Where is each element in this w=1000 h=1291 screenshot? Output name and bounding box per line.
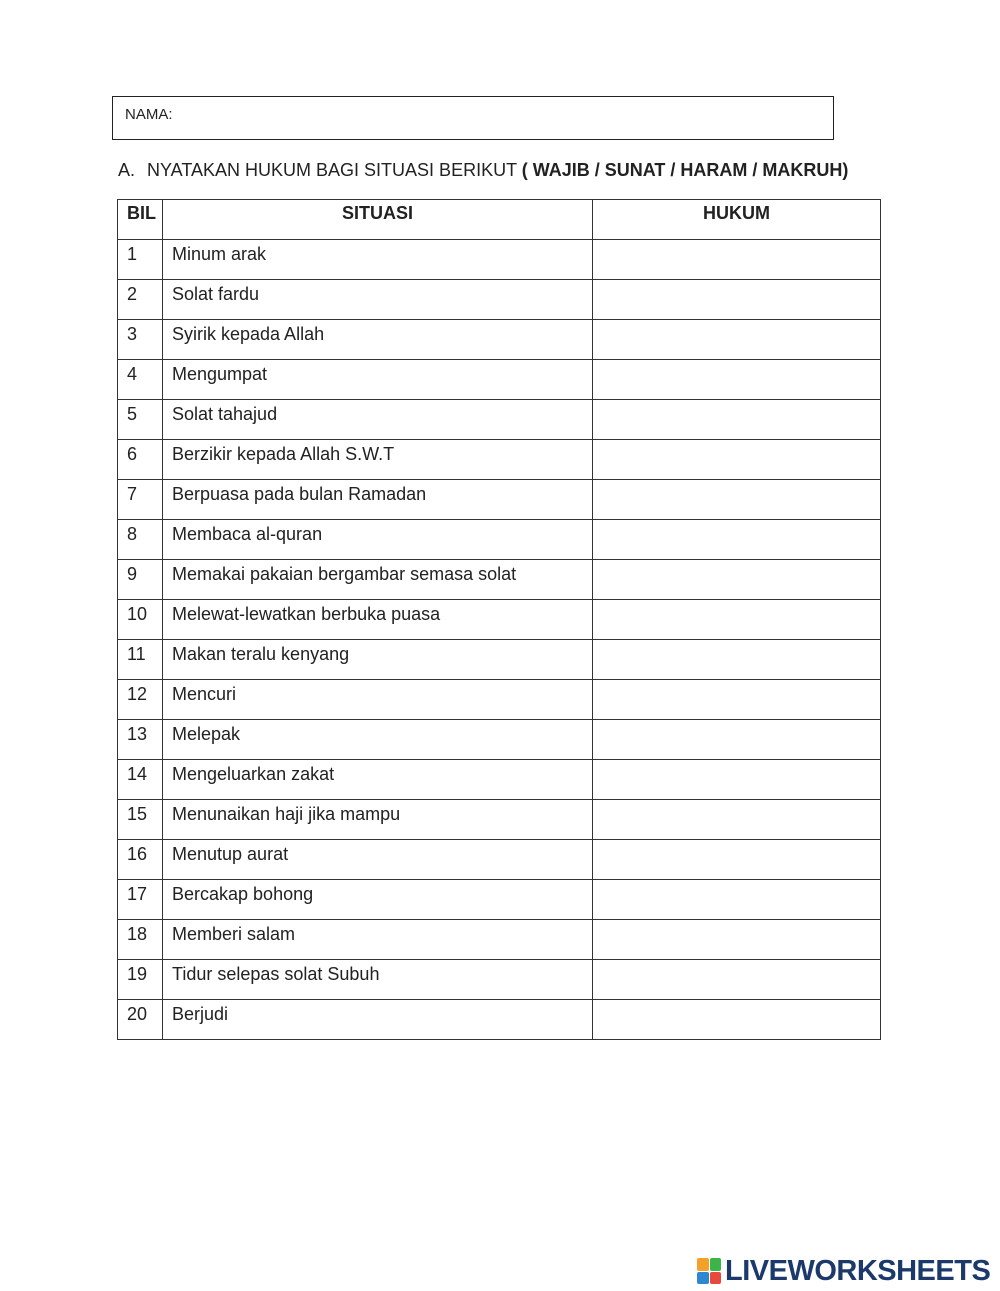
instruction-options: ( WAJIB / SUNAT / HARAM / MAKRUH) (521, 160, 849, 180)
header-situasi: SITUASI (163, 200, 593, 240)
table-row (118, 680, 881, 720)
table-row (118, 320, 881, 360)
table-row (118, 600, 881, 640)
row-number: 3 (118, 320, 163, 360)
row-situasi: Memberi salam (163, 920, 593, 960)
row-situasi: Minum arak (163, 240, 593, 280)
row-number: 4 (118, 360, 163, 400)
table-row (118, 720, 881, 760)
hukum-answer-cell[interactable] (593, 640, 881, 680)
row-number: 2 (118, 280, 163, 320)
row-situasi: Makan teralu kenyang (163, 640, 593, 680)
liveworksheets-logo-icon (697, 1258, 721, 1284)
table-row (118, 400, 881, 440)
row-number: 19 (118, 960, 163, 1000)
header-hukum: HUKUM (593, 200, 881, 240)
hukum-answer-cell[interactable] (593, 960, 881, 1000)
row-situasi: Berjudi (163, 1000, 593, 1040)
row-number: 11 (118, 640, 163, 680)
row-situasi: Syirik kepada Allah (163, 320, 593, 360)
table-row (118, 480, 881, 520)
row-situasi: Berzikir kepada Allah S.W.T (163, 440, 593, 480)
row-number: 1 (118, 240, 163, 280)
table-row (118, 800, 881, 840)
hukum-answer-cell[interactable] (593, 680, 881, 720)
row-number: 6 (118, 440, 163, 480)
table-row (118, 280, 881, 320)
hukum-answer-cell[interactable] (593, 480, 881, 520)
row-number: 10 (118, 600, 163, 640)
row-number: 8 (118, 520, 163, 560)
table-row (118, 520, 881, 560)
section-letter: A. (118, 160, 136, 180)
hukum-answer-cell[interactable] (593, 720, 881, 760)
table-row (118, 960, 881, 1000)
hukum-answer-cell[interactable] (593, 840, 881, 880)
row-situasi: Membaca al-quran (163, 520, 593, 560)
row-situasi: Mencuri (163, 680, 593, 720)
hukum-answer-cell[interactable] (593, 880, 881, 920)
table-row (118, 560, 881, 600)
row-number: 7 (118, 480, 163, 520)
row-situasi: Berpuasa pada bulan Ramadan (163, 480, 593, 520)
hukum-answer-cell[interactable] (593, 920, 881, 960)
hukum-answer-cell[interactable] (593, 600, 881, 640)
hukum-answer-cell[interactable] (593, 1000, 881, 1040)
table-row (118, 360, 881, 400)
row-situasi: Mengeluarkan zakat (163, 760, 593, 800)
hukum-answer-cell[interactable] (593, 240, 881, 280)
row-number: 5 (118, 400, 163, 440)
row-situasi: Mengumpat (163, 360, 593, 400)
table-row (118, 840, 881, 880)
worksheet-table (117, 199, 881, 1040)
row-situasi: Menutup aurat (163, 840, 593, 880)
row-situasi: Bercakap bohong (163, 880, 593, 920)
row-situasi: Solat fardu (163, 280, 593, 320)
header-bil: BIL (118, 200, 163, 240)
row-number: 13 (118, 720, 163, 760)
instruction-text: NYATAKAN HUKUM BAGI SITUASI BERIKUT (147, 160, 522, 180)
table-row (118, 240, 881, 280)
row-situasi: Melepak (163, 720, 593, 760)
liveworksheets-brand (697, 1254, 990, 1288)
row-situasi: Tidur selepas solat Subuh (163, 960, 593, 1000)
table-header-row (118, 200, 881, 240)
hukum-answer-cell[interactable] (593, 760, 881, 800)
hukum-answer-cell[interactable] (593, 400, 881, 440)
row-number: 12 (118, 680, 163, 720)
row-number: 14 (118, 760, 163, 800)
row-number: 15 (118, 800, 163, 840)
row-situasi: Melewat-lewatkan berbuka puasa (163, 600, 593, 640)
row-number: 16 (118, 840, 163, 880)
row-number: 17 (118, 880, 163, 920)
table-row (118, 640, 881, 680)
brand-name: LIVEWORKSHEETS (725, 1254, 991, 1287)
table-row (118, 440, 881, 480)
row-number: 9 (118, 560, 163, 600)
row-situasi: Menunaikan haji jika mampu (163, 800, 593, 840)
hukum-answer-cell[interactable] (593, 560, 881, 600)
instruction-heading (118, 160, 848, 181)
table-row (118, 880, 881, 920)
hukum-answer-cell[interactable] (593, 800, 881, 840)
name-field[interactable] (112, 96, 834, 140)
row-number: 18 (118, 920, 163, 960)
table-row (118, 760, 881, 800)
row-situasi: Solat tahajud (163, 400, 593, 440)
hukum-answer-cell[interactable] (593, 360, 881, 400)
hukum-answer-cell[interactable] (593, 280, 881, 320)
hukum-answer-cell[interactable] (593, 520, 881, 560)
table-row (118, 1000, 881, 1040)
name-label: NAMA: (125, 106, 173, 123)
row-number: 20 (118, 1000, 163, 1040)
table-row (118, 920, 881, 960)
hukum-answer-cell[interactable] (593, 320, 881, 360)
row-situasi: Memakai pakaian bergambar semasa solat (163, 560, 593, 600)
hukum-answer-cell[interactable] (593, 440, 881, 480)
